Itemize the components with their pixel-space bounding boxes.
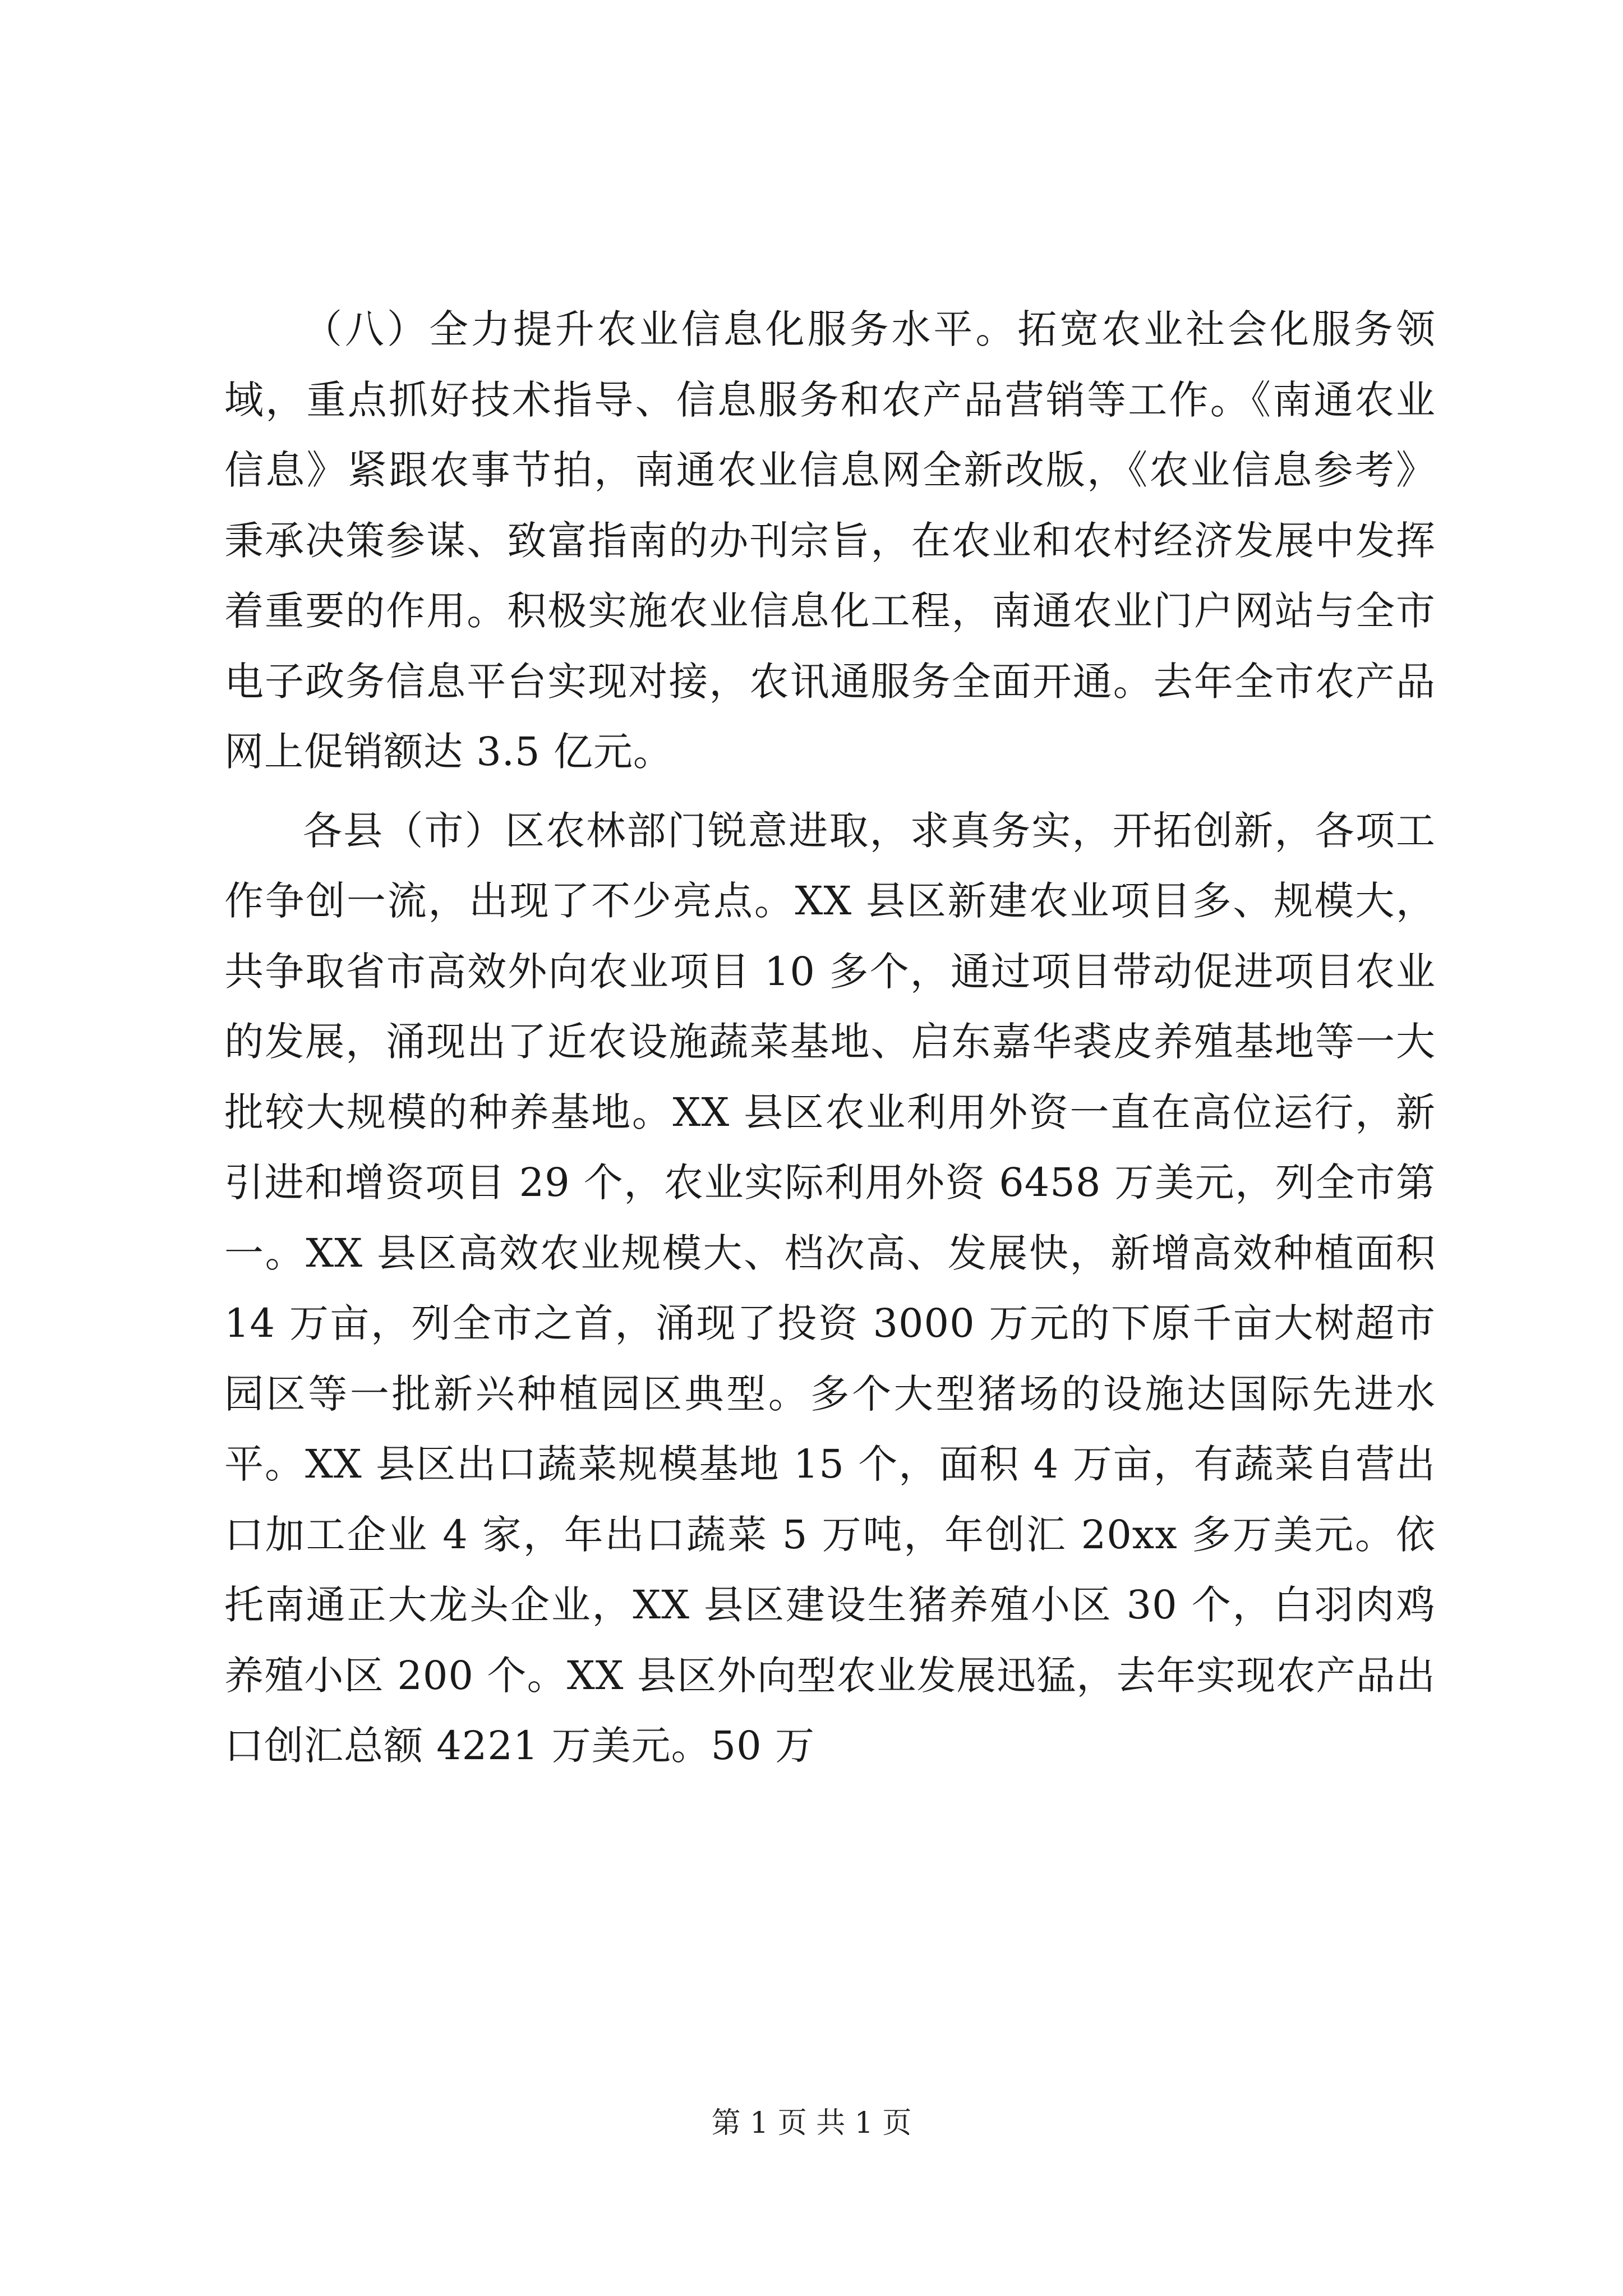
paragraph-agri-informatization: （八）全力提升农业信息化服务水平。拓宽农业社会化服务领域，重点抓好技术指导、信息服务和农产品营销等工作。《南通农业信息》紧跟农事节拍，南通农业信息网全新改版，《农业信息参考》秉承决策参谋、致富指南的办刊宗旨，在农业和农村经济发展中发挥着重要的作用。积极实施农业信息化工程，南通农业门户网站与全市电子政务信息平台实现对接，农讯通服务全面开通。去年全市农产品网上促销额达 3.5 亿元。 [224, 306, 1436, 775]
page-footer: 第 1 页 共 1 页 [711, 2106, 912, 2140]
paragraph-county-highlights: 各县（市）区农林部门锐意进取，求真务实，开拓创新，各项工作争创一流，出现了不少亮点。XX 县区新建农业项目多、规模大，共争取省市高效外向农业项目 10 多个，通过项目带动促进项目农业的发展，涌现出了近农设施蔬菜基地、启东嘉华裘皮养殖基地等一大批较大规模的种养基地。XX 县区农业利用外资一直在高位运行，新引进和增资项目 29 个，农业实际利用外资 6458 万美元，列全市第一。XX 县区高效农业规模大、档次高、发展快，新增高效种植面积 14 万亩，列全市之首，涌现了投资 3000 万元的下原千亩大树超市园区等一批新兴种植园区典型。多个大型猪场的设施达国际先进水平。XX 县区出口蔬菜规模基地 15 个，面积 4 万亩，有蔬菜自营出口加工企业 4 家，年出口蔬菜 5 万吨，年创汇 20xx 多万美元。依托南通正大龙头企业，XX 县区建设生猪养殖小区 30 个，白羽肉鸡养殖小区 200 个。XX 县区外向型农业发展迅猛，去年实现农产品出口创汇总额 4221 万美元。50 万 [224, 807, 1436, 1769]
document-body [224, 295, 1436, 1782]
